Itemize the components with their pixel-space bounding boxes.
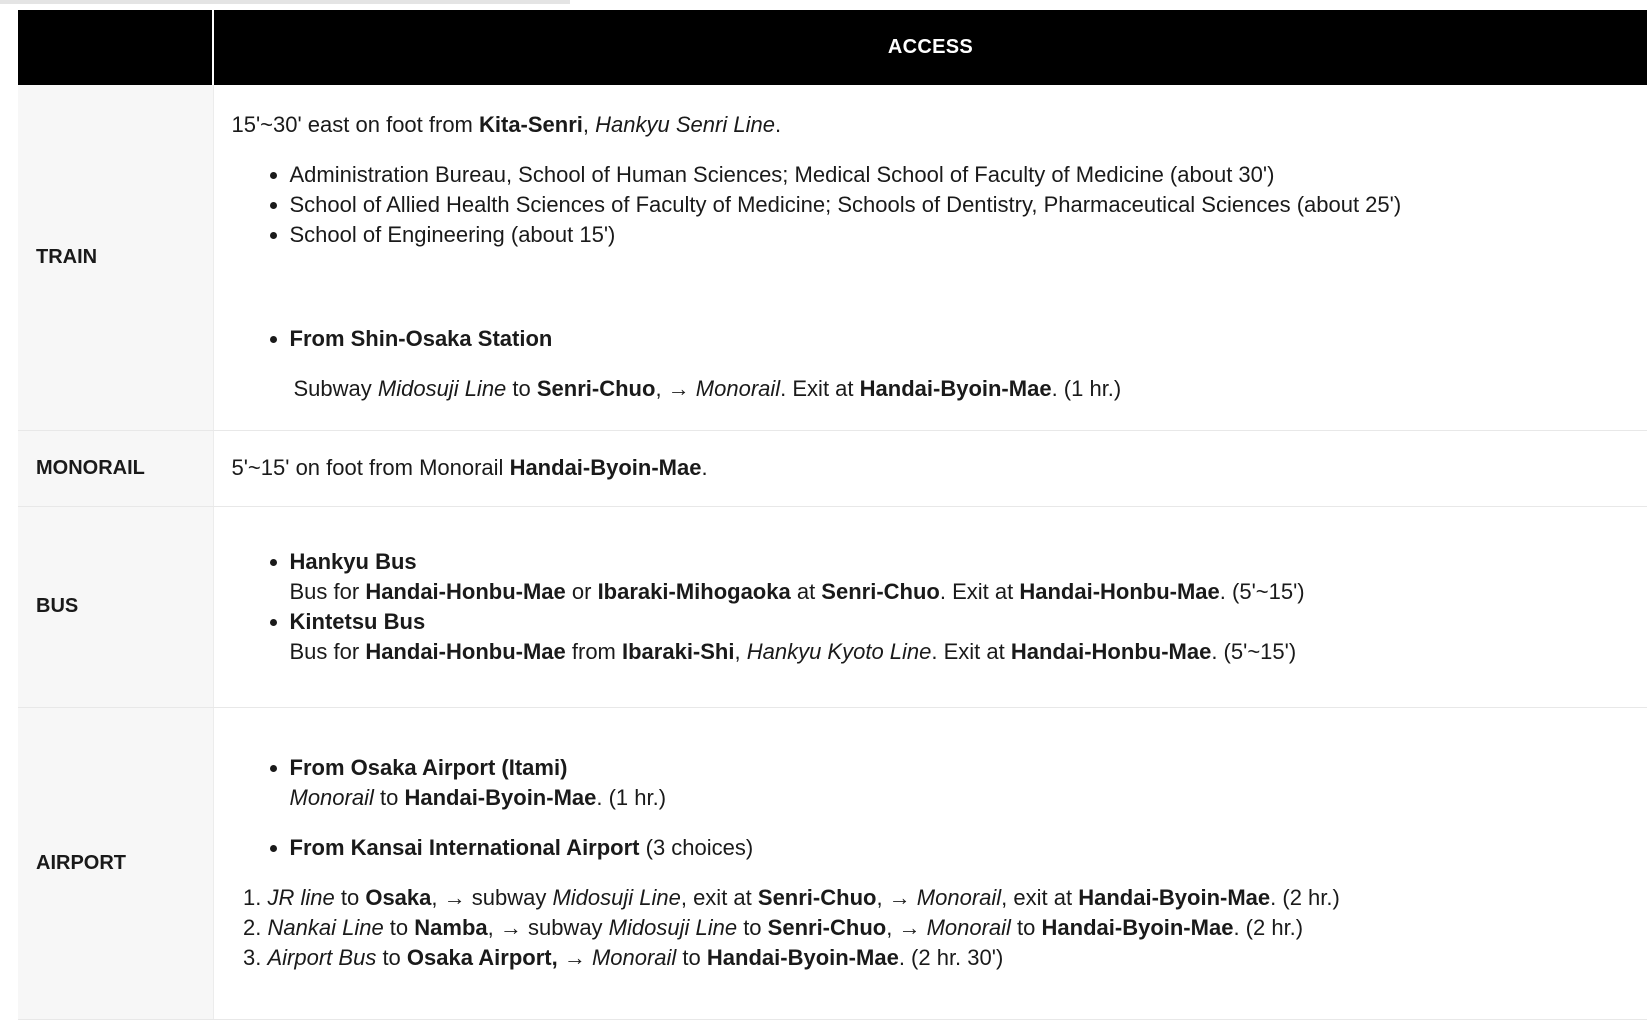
itami-route: Monorail to Handai-Byoin-Mae. (1 hr.) [289,785,667,810]
list-item: 1. JR line to Osaka, → subway Midosuji Line, exit at Senri-Chuo, → Monorail, exit at Handai-Byoin-Mae. (2 hr.) [268,883,1647,913]
kansai-choices-list [232,883,1647,973]
header-access-title: ACCESS [213,10,1647,85]
list-item: 3. Airport Bus to Osaka Airport, → Monorail to Handai-Byoin-Mae. (2 hr. 30') [268,943,1647,973]
row-label-airport: AIRPORT [18,707,213,1019]
list-item [290,324,1647,354]
shin-osaka-route: Subway Midosuji Line to Senri-Chuo, → Monorail. Exit at Handai-Byoin-Mae. (1 hr.) [293,376,1122,402]
monorail-content [213,430,1647,506]
kansai-list [232,833,1647,863]
hankyu-bus-heading: Hankyu Bus [289,548,417,574]
list-item: • Administration Bureau, School of Human Sciences; Medical School of Faculty of Medicine (about 30') [290,160,1647,190]
list-item [290,547,1647,607]
table-row-airport [18,707,1647,1019]
table-row-bus [18,506,1647,707]
horizontal-scrollbar[interactable] [0,0,570,4]
shin-osaka-heading: From Shin-Osaka Station [289,326,553,352]
kansai-note: (3 choices) [639,835,754,860]
list-item: • School of Allied Health Sciences of Faculty of Medicine; Schools of Dentistry, Pharmaceutical Sciences (about 25') [290,190,1647,220]
list-item [290,753,1647,813]
train-intro: 15'~30' east on foot from Kita-Senri, Hankyu Senri Line. [231,112,782,138]
header-corner-cell [18,10,213,85]
train-content [213,85,1647,430]
train-walking-times-list [232,160,1647,250]
kintetsu-bus-route: Bus for Handai-Honbu-Mae from Ibaraki-Shi, Hankyu Kyoto Line. Exit at Handai-Honbu-Mae. (5'~15') [289,638,1297,664]
row-label-train: TRAIN [18,85,213,430]
list-item [290,607,1647,667]
table-header-row [18,10,1647,85]
itami-list [232,753,1647,813]
list-item: 2. Nankai Line to Namba, → subway Midosuji Line to Senri-Chuo, → Monorail to Handai-Byoin-Mae. (2 hr.) [268,913,1647,943]
kansai-heading: From Kansai International Airport [289,835,640,860]
row-label-bus: BUS [18,506,213,707]
table-row-monorail [18,430,1647,506]
row-label-monorail: MONORAIL [18,430,213,506]
airport-content [213,707,1647,1019]
access-table [18,10,1647,1020]
bus-list [232,547,1647,667]
itami-heading: From Osaka Airport (Itami) [289,755,568,780]
list-item: • School of Engineering (about 15') [290,220,1647,250]
hankyu-bus-route: Bus for Handai-Honbu-Mae or Ibaraki-Mihogaoka at Senri-Chuo. Exit at Handai-Honbu-Mae. (5'~15') [289,578,1305,604]
table-row-train [18,85,1647,430]
list-item [290,833,1647,863]
kintetsu-bus-heading: Kintetsu Bus [289,608,426,634]
monorail-text: 5'~15' on foot from Monorail Handai-Byoin-Mae. [231,455,708,480]
shin-osaka-list [232,324,1647,354]
bus-content [213,506,1647,707]
